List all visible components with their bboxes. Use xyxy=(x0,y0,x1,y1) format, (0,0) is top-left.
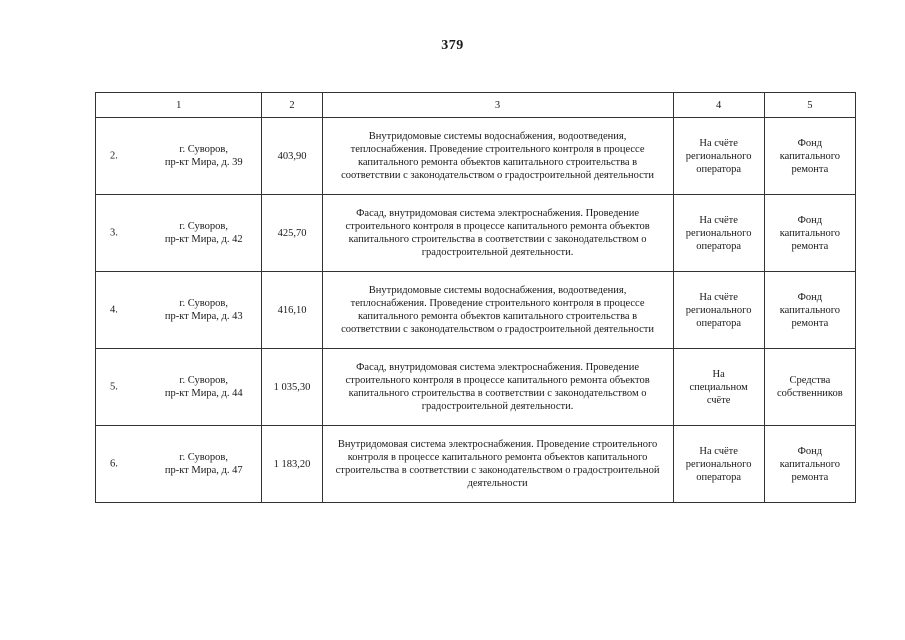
source-line: ремонта xyxy=(791,471,829,483)
source-line: Фонд xyxy=(797,445,823,457)
header-col-2: 2 xyxy=(262,93,322,118)
account-line: оператора xyxy=(696,240,742,252)
number-address-cell xyxy=(96,426,262,503)
funding-source-cell xyxy=(764,349,855,426)
number-address-cell xyxy=(96,349,262,426)
description-cell: Внутридомовая система электроснабжения. Проведение строительного контроля в процессе капитального ремонта объектов капитального строительства в соответствии с законодательством о градостроительной деятельности xyxy=(322,426,673,503)
row-number: 5. xyxy=(110,381,118,393)
table-row xyxy=(96,349,856,426)
address xyxy=(146,143,261,169)
address-city: г. Суворов, xyxy=(179,298,229,309)
source-line: Фонд xyxy=(797,291,823,303)
table-row xyxy=(96,195,856,272)
source-line: Средства xyxy=(789,375,831,386)
row-number: 4. xyxy=(110,304,118,316)
source-line: ремонта xyxy=(791,240,829,252)
header-col-4: 4 xyxy=(673,93,764,118)
source-line: капитального xyxy=(779,458,841,470)
source-line: Фонд xyxy=(797,137,823,149)
area-cell: 1 183,20 xyxy=(262,426,322,503)
account-line: оператора xyxy=(696,471,742,483)
header-col-3: 3 xyxy=(322,93,673,118)
row-number: 2. xyxy=(110,150,118,162)
account-line: регионального xyxy=(685,304,752,316)
account-line: На счёте xyxy=(699,137,738,149)
address xyxy=(146,374,261,400)
header-row xyxy=(96,93,856,118)
account-line: оператора xyxy=(696,317,742,329)
account-cell xyxy=(673,272,764,349)
account-line: регионального xyxy=(685,227,752,239)
row-number: 3. xyxy=(110,227,118,239)
description-cell: Фасад, внутридомовая система электроснабжения. Проведение строительного контроля в процессе капитального ремонта объектов капитального строительства в соответствии с законодательством о градостроительной деятельности. xyxy=(322,195,673,272)
account-cell xyxy=(673,118,764,195)
address-street: пр-кт Мира, д. 42 xyxy=(164,234,243,245)
area-cell: 416,10 xyxy=(262,272,322,349)
table-row xyxy=(96,118,856,195)
account-cell xyxy=(673,195,764,272)
account-line: регионального xyxy=(685,458,752,470)
account-line: оператора xyxy=(696,163,742,175)
funding-source-cell xyxy=(764,195,855,272)
area-cell: 425,70 xyxy=(262,195,322,272)
works-table xyxy=(95,92,856,503)
address-city: г. Суворов, xyxy=(179,452,229,463)
address-street: пр-кт Мира, д. 43 xyxy=(164,311,243,322)
account-cell xyxy=(673,349,764,426)
header-col-5: 5 xyxy=(764,93,855,118)
description-cell: Внутридомовые системы водоснабжения, водоотведения, теплоснабжения. Проведение строительного контроля в процессе капитального ремонта объектов капитального строительства в соответствии с законодательством о градостроительной деятельности xyxy=(322,272,673,349)
source-line: капитального xyxy=(779,304,841,316)
number-address-cell xyxy=(96,118,262,195)
description-cell: Фасад, внутридомовая система электроснабжения. Проведение строительного контроля в процессе капитального ремонта объектов капитального строительства в соответствии с законодательством о градостроительной деятельности. xyxy=(322,349,673,426)
description-cell: Внутридомовые системы водоснабжения, водоотведения, теплоснабжения. Проведение строительного контроля в процессе капитального ремонта объектов капитального строительства в соответствии с законодательством о градостроительной деятельности xyxy=(322,118,673,195)
table-row xyxy=(96,272,856,349)
account-line: специальном xyxy=(689,381,748,393)
address xyxy=(146,297,261,323)
address-street: пр-кт Мира, д. 44 xyxy=(164,388,243,399)
account-line: На счёте xyxy=(699,291,738,303)
number-address-cell xyxy=(96,272,262,349)
area-cell: 1 035,30 xyxy=(262,349,322,426)
address-street: пр-кт Мира, д. 47 xyxy=(164,465,243,476)
funding-source-cell xyxy=(764,118,855,195)
account-line: На xyxy=(712,368,725,380)
row-number: 6. xyxy=(110,458,118,470)
funding-source-cell xyxy=(764,272,855,349)
account-line: На счёте xyxy=(699,214,738,226)
table-row xyxy=(96,426,856,503)
source-line: собственников xyxy=(777,388,843,399)
address-city: г. Суворов, xyxy=(179,221,229,232)
source-line: капитального xyxy=(779,150,841,162)
address-street: пр-кт Мира, д. 39 xyxy=(164,157,243,168)
source-line: капитального xyxy=(779,227,841,239)
account-cell xyxy=(673,426,764,503)
address-city: г. Суворов, xyxy=(179,375,229,386)
address xyxy=(146,451,261,477)
funding-source-cell xyxy=(764,426,855,503)
source-line: ремонта xyxy=(791,317,829,329)
header-col-1: 1 xyxy=(96,93,262,118)
account-line: На счёте xyxy=(699,445,738,457)
account-line: счёте xyxy=(706,394,731,406)
address-city: г. Суворов, xyxy=(179,144,229,155)
source-line: ремонта xyxy=(791,163,829,175)
source-line: Фонд xyxy=(797,214,823,226)
area-cell: 403,90 xyxy=(262,118,322,195)
number-address-cell xyxy=(96,195,262,272)
page-number: 379 xyxy=(441,38,464,53)
account-line: регионального xyxy=(685,150,752,162)
address xyxy=(146,220,261,246)
